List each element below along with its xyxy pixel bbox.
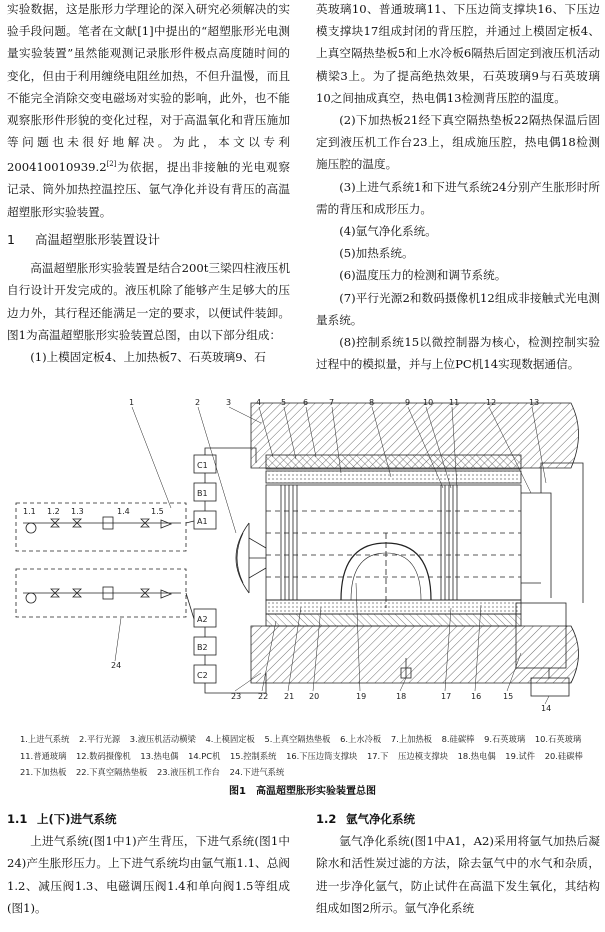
subsection-1-2-heading: 1.2 氩气净化系统 (316, 812, 415, 826)
item-7: (7)平行光源2和数码摄像机12组成非接触式光电测量系统。 (316, 290, 600, 327)
left-column (7, 0, 290, 368)
valve-label-1-5: 1.5 (151, 507, 164, 516)
callout-12: 12 (486, 398, 497, 407)
subsection-1-2 (316, 808, 600, 919)
legend-item: 22.下真空隔热垫板 (76, 767, 148, 777)
callout-17: 17 (441, 692, 452, 701)
callout-22: 22 (258, 692, 269, 701)
subsection-1-1 (7, 808, 290, 919)
box-c1: C1 (197, 461, 208, 470)
box-b1: B1 (197, 489, 208, 498)
legend-item: 16.下压边筒支撑块 (286, 750, 358, 761)
callout-3: 3 (226, 398, 232, 407)
legend-item: 11.普通玻璃 (20, 750, 67, 761)
callout-19: 19 (356, 692, 367, 701)
subsection-1-1-heading: 1.1 上(下)进气系统 (7, 812, 117, 826)
callout-21: 21 (284, 692, 295, 701)
intro-paragraph: 实验数据，这是胀形力学理论的深入研究必须解决的实验手段问题。笔者在文献[1]中提出的“超塑胀形光电测量实验装置”虽然能观测记录胀形件极点高度随时间的变化，但由于利用缠绕电阻丝加热，不但升温慢，而且不能完全消除交变电磁场对实验的影响，此外，也不能观察胀形件形貌的变化过程，对于高温氧化和背压施加等问题也未很好地解决。为此，本文以专利200410010939.2[2]为依据，提出非接触的光电观察记录、筒外加热控温控压、氩气净化并设有背压的高温超塑胀形实验装置。 (7, 2, 290, 219)
callout-24: 24 (111, 661, 122, 670)
callout-13: 13 (529, 398, 540, 407)
legend-item: 6.上水冷板 (340, 734, 382, 744)
item-4: (4)氩气净化系统。 (339, 224, 437, 239)
parallel-light-source (236, 523, 266, 593)
legend-item: 10.石英玻璃 (534, 734, 582, 744)
section-heading: 1 高温超塑胀形装置设计 (7, 231, 161, 247)
callout-14: 14 (541, 704, 552, 713)
lower-valve-line (23, 587, 181, 603)
legend-item: 20.硅碳棒 (544, 750, 583, 761)
item-8: (8)控制系统15以微控制器为核心，检测控制实验过程中的模拟量，并与上位PC机14实现数据通信。 (316, 335, 600, 372)
legend-item: 15.控制系统 (230, 750, 277, 761)
callout-16: 16 (471, 692, 482, 701)
legend-item: 13.热电偶 (140, 750, 179, 761)
callout-8: 8 (369, 398, 375, 407)
item-2: (2)下加热板21经下真空隔热垫板22隔热保温后固定到液压机工作台23上，组成施压腔，热电偶18检测施压腔的温度。 (316, 113, 600, 172)
callout-1: 1 (129, 398, 135, 407)
valve-label-1-2: 1.2 (47, 507, 60, 516)
valve-label-1-1: 1.1 (23, 507, 36, 516)
box-a2: A2 (197, 615, 208, 624)
legend-item: 9.石英玻璃 (484, 734, 526, 744)
callout-10: 10 (423, 398, 434, 407)
legend-item: 5.上真空隔热垫板 (264, 734, 331, 744)
callout-15: 15 (503, 692, 514, 701)
legend-item: 24.下进气系统 (229, 767, 285, 777)
legend-item: 17.下 (366, 750, 389, 761)
item-3: (3)上进气系统1和下进气系统24分别产生胀形时所需的背压和成形压力。 (316, 179, 600, 216)
callout-23: 23 (231, 692, 242, 701)
item-1-continued: 英玻璃10、普通玻璃11、下压边筒支撑块16、下压边模支撑块17组成封闭的背压腔，并通过上模固定板4、上真空隔热垫板5和上水冷板6隔热后固定到液压机活动横梁3上。为了提高绝热效果，石英玻璃9与石英玻璃10之间抽成真空，热电偶13检测背压腔的温度。 (316, 2, 600, 105)
callout-9: 9 (405, 398, 411, 407)
design-paragraph: 高温超塑胀形实验装置是结合200t三梁四柱液压机自行设计开发完成的。液压机除了能够产生足够大的压边力外，其行程还能满足一定的要求，以便试件装卸。图1为高温超塑胀形实验装置总图，由以下部分组成： (7, 261, 290, 342)
item-5: (5)加热系统。 (339, 246, 414, 261)
callout-18: 18 (396, 692, 407, 701)
box-a1: A1 (197, 517, 208, 526)
legend-item: 14.PC机 (188, 750, 221, 761)
callout-6: 6 (303, 398, 309, 407)
box-b2: B2 (197, 643, 208, 652)
legend-item: 压边模支撑块 (398, 750, 448, 761)
legend-item: 3.液压机活动横梁 (129, 734, 196, 744)
subsection-1-1-text: 上进气系统(图1中1)产生背压，下进气系统(图1中24)产生胀形压力。上下进气系统均由氩气瓶1.1、总阀1.2、减压阀1.3、电磁调压阀1.4和单向阀1.5等组成(图1)。 (7, 834, 290, 915)
legend-item: 4.上模固定板 (205, 734, 255, 744)
lower-insulation-plate (266, 614, 521, 626)
item-1-start: (1)上模固定板4、上加热板7、石英玻璃9、石 (30, 349, 266, 364)
valve-label-1-3: 1.3 (71, 507, 84, 516)
figure-1-diagram (11, 393, 596, 716)
right-column (316, 0, 600, 375)
legend-item: 12.数码摄像机 (76, 750, 131, 761)
box-c2: C2 (197, 671, 208, 680)
legend-item: 21.下加热板 (20, 767, 67, 777)
callout-4: 4 (256, 398, 262, 407)
callout-7: 7 (329, 398, 335, 407)
callout-20: 20 (309, 692, 320, 701)
lower-heating-plate (266, 600, 521, 614)
legend-item: 19.试件 (505, 750, 536, 761)
legend-item: 23.液压机工作台 (156, 767, 220, 777)
callout-2: 2 (195, 398, 201, 407)
legend-item: 1.上进气系统 (20, 734, 70, 744)
legend-item: 18.热电偶 (457, 750, 496, 761)
callout-11: 11 (449, 398, 460, 407)
figure-caption: 图1 高温超塑胀形实验装置总图 (229, 786, 376, 797)
chamber-outline (266, 485, 521, 600)
legend-item: 7.上加热板 (390, 734, 432, 744)
legend-item: 8.硅碳棒 (441, 734, 475, 744)
figure-legend (20, 731, 590, 781)
press-worktable (251, 626, 579, 683)
item-6: (6)温度压力的检测和调节系统。 (339, 268, 507, 283)
legend-item: 2.平行光源 (79, 734, 121, 744)
subsection-1-2-text: 氩气净化系统(图1中A1，A2)采用将氩气加热后凝除水和活性炭过滤的方法，除去氩气中的水气和杂质，进一步净化氩气，防止试件在高温下发生氧化，其结构组成如图2所示。氩气净化系统 (316, 834, 600, 915)
upper-mold-plate (266, 455, 521, 469)
callout-5: 5 (281, 398, 287, 407)
upper-heating-plate (266, 471, 521, 483)
valve-label-1-4: 1.4 (117, 507, 130, 516)
upper-valve-line (23, 517, 181, 533)
